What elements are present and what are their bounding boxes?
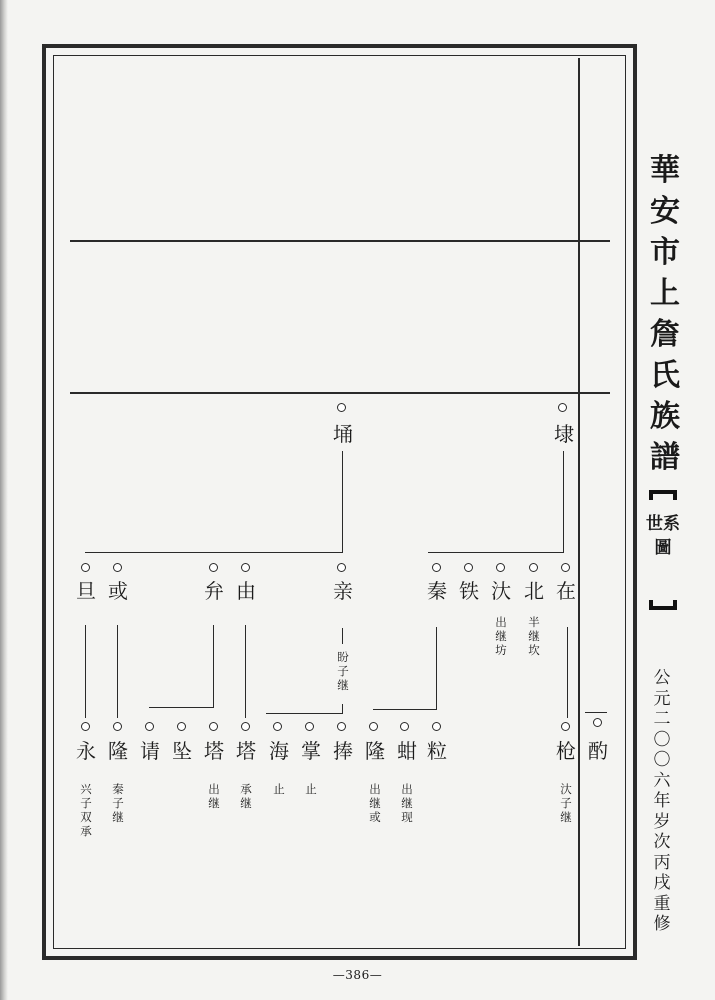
node-marker	[305, 722, 314, 731]
person-name: 旦	[76, 579, 96, 603]
person-name: 埭	[554, 422, 574, 446]
person-note: 出继	[208, 782, 220, 810]
node-marker	[561, 722, 570, 731]
page-number: —386—	[332, 968, 383, 982]
person-name: 酌	[588, 739, 608, 763]
node-marker	[337, 403, 346, 412]
node-marker	[113, 563, 122, 572]
person-note: 出继现	[401, 782, 413, 824]
node-marker	[81, 563, 90, 572]
person-name: 亲	[333, 579, 353, 603]
person-name: 北	[524, 579, 544, 603]
scan-edge-shadow	[0, 0, 8, 1000]
person-name: 汏	[491, 579, 511, 603]
connector-line	[117, 625, 118, 718]
person-name: 弁	[204, 579, 224, 603]
person-name: 捧	[333, 739, 353, 763]
connector-line	[373, 709, 437, 710]
node-marker	[81, 722, 90, 731]
person-note: 止	[305, 782, 317, 796]
person-name: 塔	[236, 739, 256, 763]
person-name: 请	[140, 739, 160, 763]
person-note: 出继或	[369, 782, 381, 824]
node-marker	[432, 722, 441, 731]
person-name: 隆	[365, 739, 385, 763]
node-marker	[593, 718, 602, 727]
person-name: 粒	[427, 739, 447, 763]
person-name: 海	[269, 739, 289, 763]
generation-rule-2	[70, 392, 610, 394]
person-name: 掌	[301, 739, 321, 763]
bracket-top	[649, 490, 677, 500]
connector-line	[266, 713, 343, 714]
person-name: 或	[108, 579, 128, 603]
person-name: 埇	[333, 422, 353, 446]
person-name: 永	[76, 739, 96, 763]
person-name: 铁	[459, 579, 479, 603]
section-title: 世系圖	[646, 514, 680, 558]
bracket-bottom	[649, 600, 677, 610]
person-note: 秦子继	[112, 782, 124, 824]
connector-line	[342, 628, 343, 644]
node-marker	[177, 722, 186, 731]
person-name: 秦	[427, 579, 447, 603]
node-marker	[369, 722, 378, 731]
connector-line	[585, 712, 607, 713]
person-name: 由	[236, 579, 256, 603]
connector-line	[149, 707, 214, 708]
connector-line	[245, 625, 246, 718]
connector-line	[85, 552, 343, 553]
person-name: 坠	[172, 739, 192, 763]
connector-line	[342, 451, 343, 552]
person-note: 盼子继	[337, 650, 349, 692]
node-marker	[209, 722, 218, 731]
node-marker	[400, 722, 409, 731]
person-note: 半继坎	[528, 615, 540, 657]
person-note: 承继	[240, 782, 252, 810]
node-marker	[561, 563, 570, 572]
person-note: 出继坊	[495, 615, 507, 657]
revision-date: 公元二〇〇六年岁次丙戌重修	[653, 668, 671, 934]
person-name: 蚶	[397, 739, 417, 763]
person-note: 止	[273, 782, 285, 796]
node-marker	[241, 722, 250, 731]
node-marker	[241, 563, 250, 572]
connector-line	[428, 552, 564, 553]
connector-line	[213, 625, 214, 707]
person-name: 枪	[556, 739, 576, 763]
node-marker	[432, 563, 441, 572]
person-name: 隆	[108, 739, 128, 763]
connector-line	[85, 625, 86, 718]
connector-line	[342, 704, 343, 713]
node-marker	[529, 563, 538, 572]
node-marker	[337, 563, 346, 572]
node-marker	[496, 563, 505, 572]
node-marker	[337, 722, 346, 731]
connector-line	[567, 627, 568, 718]
node-marker	[273, 722, 282, 731]
person-name: 在	[556, 579, 576, 603]
node-marker	[113, 722, 122, 731]
node-marker	[464, 563, 473, 572]
person-note: 兴子双承	[80, 782, 92, 838]
connector-line	[563, 451, 564, 552]
node-marker	[145, 722, 154, 731]
node-marker	[558, 403, 567, 412]
book-title: 華安市上詹氏族譜	[650, 153, 680, 475]
page-frame-inner	[53, 55, 626, 949]
person-note: 汏子继	[560, 782, 572, 824]
node-marker	[209, 563, 218, 572]
generation-rule-1	[70, 240, 610, 242]
person-name: 塔	[204, 739, 224, 763]
connector-line	[436, 627, 437, 709]
margin-divider	[578, 58, 580, 946]
